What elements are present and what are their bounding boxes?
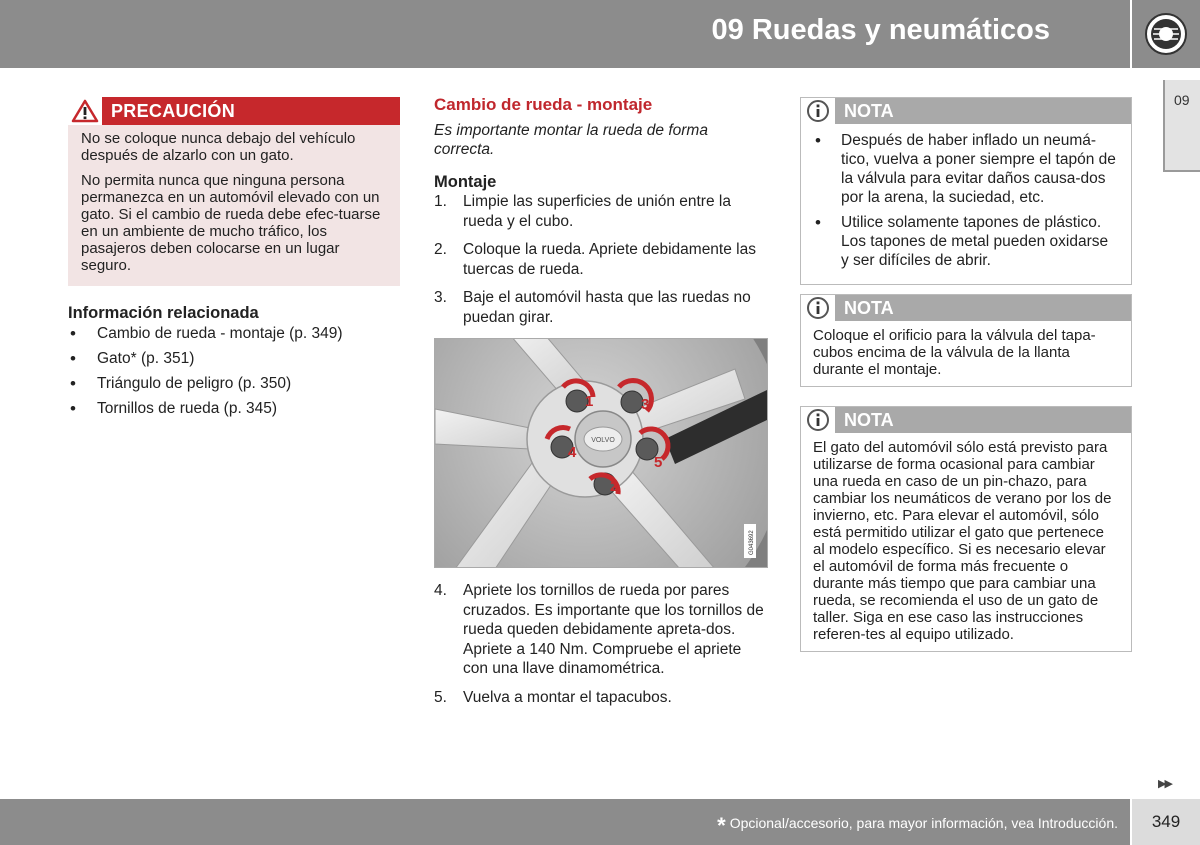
chapter-title: 09 Ruedas y neumáticos	[711, 14, 1050, 46]
step-number: 1.	[434, 193, 447, 210]
page-number: 349	[1132, 799, 1200, 845]
page-footer	[0, 799, 1130, 845]
step-item	[434, 581, 768, 679]
step-text: Limpie las superficies de unión entre la rueda y el cubo.	[463, 193, 731, 230]
caution-header	[68, 97, 400, 125]
bolt-label: 2	[610, 478, 619, 495]
related-link[interactable]: • Tornillos de rueda (p. 345)	[68, 399, 400, 418]
note-title: NOTA	[844, 101, 894, 121]
note-body	[801, 124, 1131, 284]
step-number: 2.	[434, 241, 447, 258]
section-title: Cambio de rueda - montaje	[434, 95, 653, 114]
chapter-header	[0, 0, 1130, 68]
step-item	[434, 192, 768, 231]
step-number: 4.	[434, 582, 447, 599]
note-list	[813, 130, 1119, 270]
note-header	[801, 407, 1131, 433]
note-list-item: • Después de haber inflado un neumá-tico, vuelva a poner siempre el tapón de la válvula para evitar daños causa-dos por la arena, la suciedad, etc.	[813, 131, 1119, 207]
caution-body	[68, 125, 400, 286]
step-item	[434, 688, 768, 708]
info-icon	[801, 407, 835, 433]
step-text: Baje el automóvil hasta que las ruedas no puedan girar.	[463, 289, 751, 326]
step-number: 3.	[434, 289, 447, 306]
section-intro: Es importante montar la rueda de forma correcta.	[434, 122, 708, 158]
related-info	[68, 304, 400, 424]
related-list	[68, 324, 400, 418]
info-icon	[801, 295, 835, 321]
note-box	[800, 97, 1132, 285]
step-item	[434, 288, 768, 327]
montaje-heading: Montaje	[434, 173, 497, 191]
note-title: NOTA	[844, 410, 894, 430]
wheel-illustration	[434, 338, 768, 568]
note-text: El gato del automóvil sólo está previsto para utilizarse de forma ocasional para cambiar una rueda en caso de un pin-chazo, para cambiar los neumáticos de verano por los de invierno, etc. Para elevar el automóvil, sólo está permitido utilizar el gato que pertenece al modelo específico. Si es necesario elevar el automóvil de forma más frecuente o durante más tiempo que para cambiar una rueda, se recomienda el uso de un gato de taller. Siga en ese caso las instrucciones referen-tes al equipo utilizado.	[813, 439, 1112, 643]
chapter-tab[interactable]: 09	[1163, 80, 1200, 172]
warning-triangle-icon	[68, 97, 102, 125]
note-header	[801, 295, 1131, 321]
bolt-label: 3	[641, 396, 650, 413]
section-column-continued	[434, 581, 768, 716]
related-heading: Información relacionada	[68, 304, 259, 322]
bolt-label: 4	[568, 444, 577, 461]
volvo-logo: VOLVO	[591, 437, 615, 444]
double-chevron-right-icon: ▶▶	[1158, 778, 1171, 790]
info-icon	[801, 98, 835, 124]
step-number: 5.	[434, 688, 447, 706]
steps-list	[434, 581, 768, 707]
figure-code: G043692	[749, 530, 755, 555]
related-link[interactable]: • Cambio de rueda - montaje (p. 349)	[68, 324, 400, 343]
footer-asterisk: *	[717, 813, 726, 838]
caution-box	[68, 97, 400, 286]
footer-note	[717, 813, 1118, 839]
note-box	[800, 294, 1132, 387]
step-item	[434, 240, 768, 279]
caution-paragraph: No se coloque nunca debajo del vehículo después de alzarlo con un gato.	[81, 130, 356, 164]
note-list-item: • Utilice solamente tapones de plástico. Los tapones de metal pueden oxidarse y ser difíciles de abrir.	[813, 213, 1119, 270]
step-text: Coloque la rueda. Apriete debidamente las tuercas de rueda.	[463, 241, 756, 278]
caution-paragraph: No permita nunca que ninguna persona permanezca en un automóvil elevado con un gato. Si el cambio de rueda debe efec-tuarse en un ambiente de mucho tráfico, los pasajeros deben colocarse en un lugar seguro.	[81, 172, 381, 274]
step-text: Apriete los tornillos de rueda por pares cruzados. Es importante que los tornillos de rueda queden debidamente apreta-dos. Apriete a 140 Nm. Compruebe el apriete con una llave dinamométrica.	[463, 582, 764, 677]
footer-note-text: Opcional/accesorio, para mayor información, vea Introducción.	[729, 815, 1118, 831]
related-link[interactable]: • Gato* (p. 351)	[68, 349, 400, 368]
bolt-label: 1	[585, 393, 594, 410]
bolt-label: 5	[654, 454, 663, 471]
tire-icon	[1144, 12, 1188, 56]
note-header	[801, 98, 1131, 124]
section-column	[434, 95, 768, 336]
note-title: NOTA	[844, 298, 894, 318]
note-text: Coloque el orificio para la válvula del tapa-cubos encima de la válvula de la llanta durante el montaje.	[813, 327, 1096, 378]
step-text: Vuelva a montar el tapacubos.	[463, 688, 672, 706]
chapter-icon-box	[1132, 0, 1200, 68]
caution-title: PRECAUCIÓN	[111, 101, 236, 121]
related-link[interactable]: • Triángulo de peligro (p. 350)	[68, 374, 400, 393]
steps-list	[434, 192, 768, 327]
note-box	[800, 406, 1132, 652]
